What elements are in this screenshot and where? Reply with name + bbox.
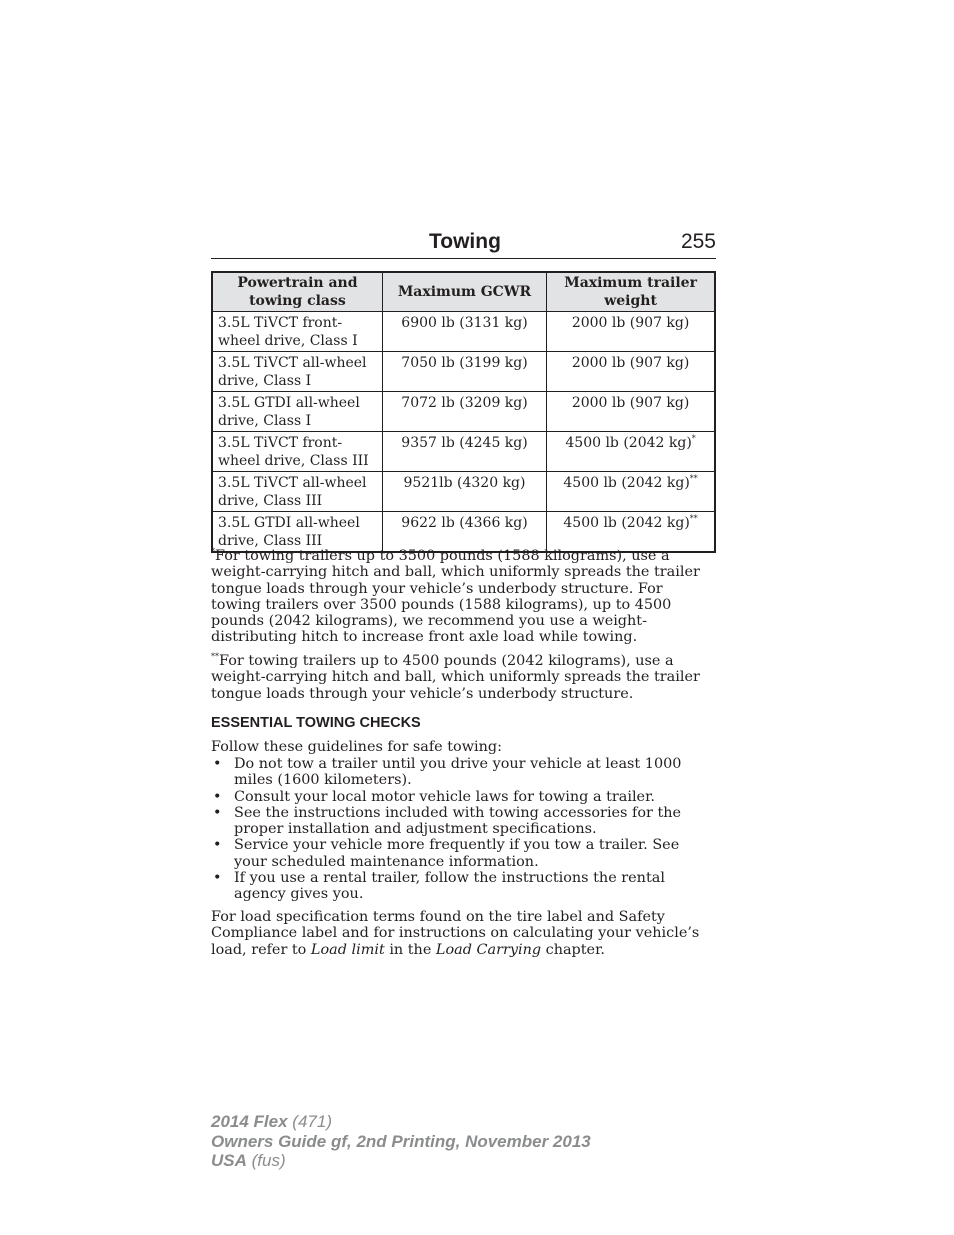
list-item: • Consult your local motor vehicle laws for towing a trailer. xyxy=(213,788,655,805)
towing-spec-table xyxy=(211,271,716,553)
table-row xyxy=(212,312,715,352)
powertrain-cell: 3.5L TiVCT front-wheel drive, Class I xyxy=(212,312,382,352)
trailer-weight-cell: 4500 lb (2042 kg)** xyxy=(547,472,715,512)
powertrain-cell: 3.5L GTDI all-wheel drive, Class I xyxy=(212,392,382,432)
intro-paragraph: Follow these guidelines for safe towing: xyxy=(211,739,502,755)
bullet-icon: • xyxy=(213,870,222,887)
table-row xyxy=(212,512,715,553)
gcwr-cell: 9357 lb (4245 kg) xyxy=(382,432,546,472)
load-limit-reference: Load limit xyxy=(310,941,385,958)
bullet-icon: • xyxy=(213,837,222,854)
list-item: • If you use a rental trailer, follow the instructions the rental agency gives you. xyxy=(213,870,665,903)
powertrain-cell: 3.5L GTDI all-wheel drive, Class III xyxy=(212,512,382,553)
gcwr-cell: 9521lb (4320 kg) xyxy=(382,472,546,512)
bullet-icon: • xyxy=(213,788,222,805)
section-heading: ESSENTIAL TOWING CHECKS xyxy=(211,715,421,731)
page-number: 255 xyxy=(680,230,716,253)
table-row xyxy=(212,392,715,432)
footnote-mark: ** xyxy=(689,514,698,523)
table-header-row xyxy=(212,272,715,312)
gcwr-cell: 7050 lb (3199 kg) xyxy=(382,352,546,392)
gcwr-cell: 9622 lb (4366 kg) xyxy=(382,512,546,553)
bullet-icon: • xyxy=(213,756,222,772)
footnote-mark: * xyxy=(691,434,696,443)
table-row xyxy=(212,472,715,512)
powertrain-cell: 3.5L TiVCT all-wheel drive, Class I xyxy=(212,352,382,392)
column-header: Powertrain and towing class xyxy=(212,272,382,312)
list-item: • Service your vehicle more frequently if you tow a trailer. See your scheduled maintenance information. xyxy=(213,837,680,870)
trailer-weight-cell: 2000 lb (907 kg) xyxy=(547,392,715,432)
gcwr-cell: 6900 lb (3131 kg) xyxy=(382,312,546,352)
footnote-mark: ** xyxy=(211,652,219,661)
list-item: • See the instructions included with towing accessories for the proper installation and adjustment specifications. xyxy=(213,804,682,838)
trailer-weight-cell: 4500 lb (2042 kg)* xyxy=(547,432,715,472)
footnote-text: For towing trailers up to 4500 pounds (2042 kilograms), use a weight-carrying hitch and ball, which uniformly spreads the trailer tongue loads through your vehicle’s underbody structure. xyxy=(211,653,700,702)
footer-guide-line: Owners Guide gf, 2nd Printing, November 2013 xyxy=(211,1131,591,1151)
gcwr-cell: 7072 lb (3209 kg) xyxy=(382,392,546,432)
trailer-weight-cell: 4500 lb (2042 kg)** xyxy=(547,512,715,553)
list-item: • Do not tow a trailer until you drive your vehicle at least 1000 miles (1600 kilometers). xyxy=(213,756,682,789)
footer-region-line: USA (fus) xyxy=(211,1151,286,1170)
column-header: Maximum GCWR xyxy=(382,272,546,312)
footnote-mark: ** xyxy=(689,474,698,483)
table-row xyxy=(212,352,715,392)
footnote-single-asterisk xyxy=(211,548,711,646)
footer-model-line: 2014 Flex (471) xyxy=(211,1112,332,1131)
table-row xyxy=(212,432,715,472)
towing-checks-list xyxy=(211,756,711,903)
footnote-mark: * xyxy=(211,547,215,556)
page-header xyxy=(211,230,716,259)
trailer-weight-cell: 2000 lb (907 kg) xyxy=(547,312,715,352)
column-header: Maximum trailer weight xyxy=(547,272,715,312)
section-title: Towing xyxy=(429,230,501,253)
page-footer xyxy=(211,1112,591,1171)
trailer-weight-cell: 2000 lb (907 kg) xyxy=(547,352,715,392)
bullet-icon: • xyxy=(213,804,222,821)
footnote-text: For towing trailers up to 3500 pounds (1588 kilograms), use a weight-carrying hitch and ball, which uniformly spreads the trailer tongue loads through your vehicle’s underbody structure. For towing trailers over 3500 pounds (1588 kilograms), up to 4500 pounds (2042 kilograms), we recommend you use a weight-distributing hitch to increase front axle load while towing. xyxy=(211,548,700,646)
powertrain-cell: 3.5L TiVCT front-wheel drive, Class III xyxy=(212,432,382,472)
load-carrying-reference: Load Carrying xyxy=(435,941,542,958)
closing-paragraph: For load specification terms found on the tire label and Safety Compliance label and for instructions on calculating your vehicle’s load, refer to Load limit in the Load Carrying chapter. xyxy=(211,909,700,958)
footnote-double-asterisk xyxy=(211,653,711,702)
powertrain-cell: 3.5L TiVCT all-wheel drive, Class III xyxy=(212,472,382,512)
